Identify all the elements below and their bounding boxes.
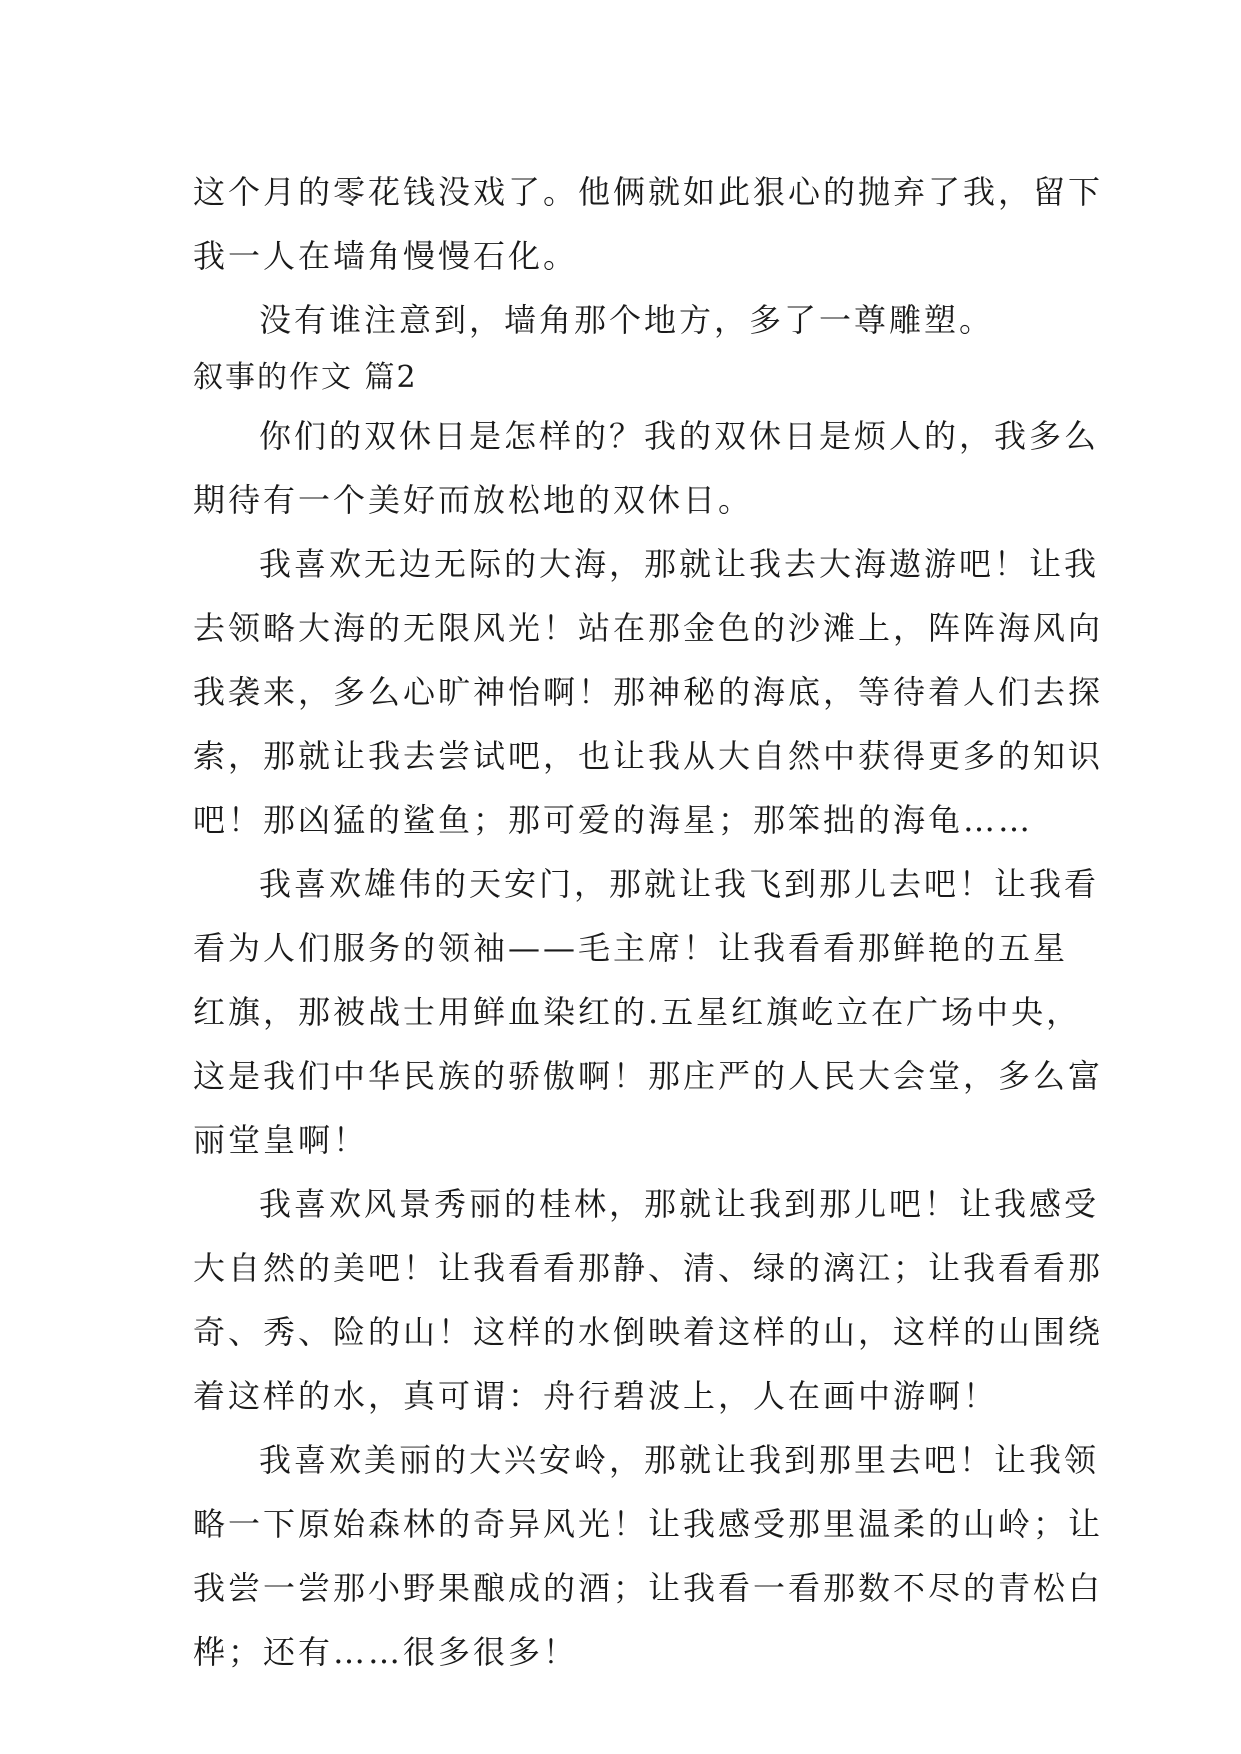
text-line: 桦；还有……很多很多！ (193, 1633, 579, 1671)
text-line: 我尝一尝那小野果酿成的酒；让我看一看那数不尽的青松白 (193, 1569, 1104, 1607)
text-line: 看为人们服务的领袖——毛主席！让我看看那鲜艳的五星 (193, 929, 1069, 967)
document-body (193, 160, 1104, 1684)
text-line: 期待有一个美好而放松地的双休日。 (193, 481, 754, 519)
text-line: 红旗，那被战士用鲜血染红的.五星红旗屹立在广场中央， (193, 993, 1082, 1031)
text-line: 索，那就让我去尝试吧，也让我从大自然中获得更多的知识 (193, 737, 1104, 775)
paragraph-first-line: 我喜欢风景秀丽的桂林，那就让我到那儿吧！让我感受 (259, 1185, 1100, 1223)
text-line: 我一人在墙角慢慢石化。 (193, 237, 579, 275)
section-heading: 叙事的作文 篇2 (193, 360, 418, 395)
text-line: 这个月的零花钱没戏了。他俩就如此狠心的抛弃了我，留下 (193, 173, 1104, 211)
text-line: 着这样的水，真可谓：舟行碧波上，人在画中游啊！ (193, 1377, 999, 1415)
paragraph-first-line: 我喜欢美丽的大兴安岭，那就让我到那里去吧！让我领 (259, 1441, 1100, 1479)
text-line: 这是我们中华民族的骄傲啊！那庄严的人民大会堂，多么富 (193, 1057, 1104, 1095)
paragraph-first-line: 我喜欢无边无际的大海，那就让我去大海遨游吧！让我 (259, 545, 1100, 583)
text-line: 略一下原始森林的奇异风光！让我感受那里温柔的山岭；让 (193, 1505, 1104, 1543)
paragraph-first-line: 我喜欢雄伟的天安门，那就让我飞到那儿去吧！让我看 (259, 865, 1100, 903)
text-line: 吧！那凶猛的鲨鱼；那可爱的海星；那笨拙的海龟…… (193, 801, 1034, 839)
text-line: 奇、秀、险的山！这样的水倒映着这样的山，这样的山围绕 (193, 1313, 1104, 1351)
paragraph-first-line: 你们的双休日是怎样的？我的双休日是烦人的，我多么 (259, 417, 1100, 455)
paragraph-first-line: 没有谁注意到，墙角那个地方，多了一尊雕塑。 (259, 301, 995, 339)
text-line: 我袭来，多么心旷神怡啊！那神秘的海底，等待着人们去探 (193, 673, 1104, 711)
text-line: 大自然的美吧！让我看看那静、清、绿的漓江；让我看看那 (193, 1249, 1104, 1287)
text-line: 丽堂皇啊！ (193, 1121, 369, 1159)
text-line: 去领略大海的无限风光！站在那金色的沙滩上，阵阵海风向 (193, 609, 1104, 647)
